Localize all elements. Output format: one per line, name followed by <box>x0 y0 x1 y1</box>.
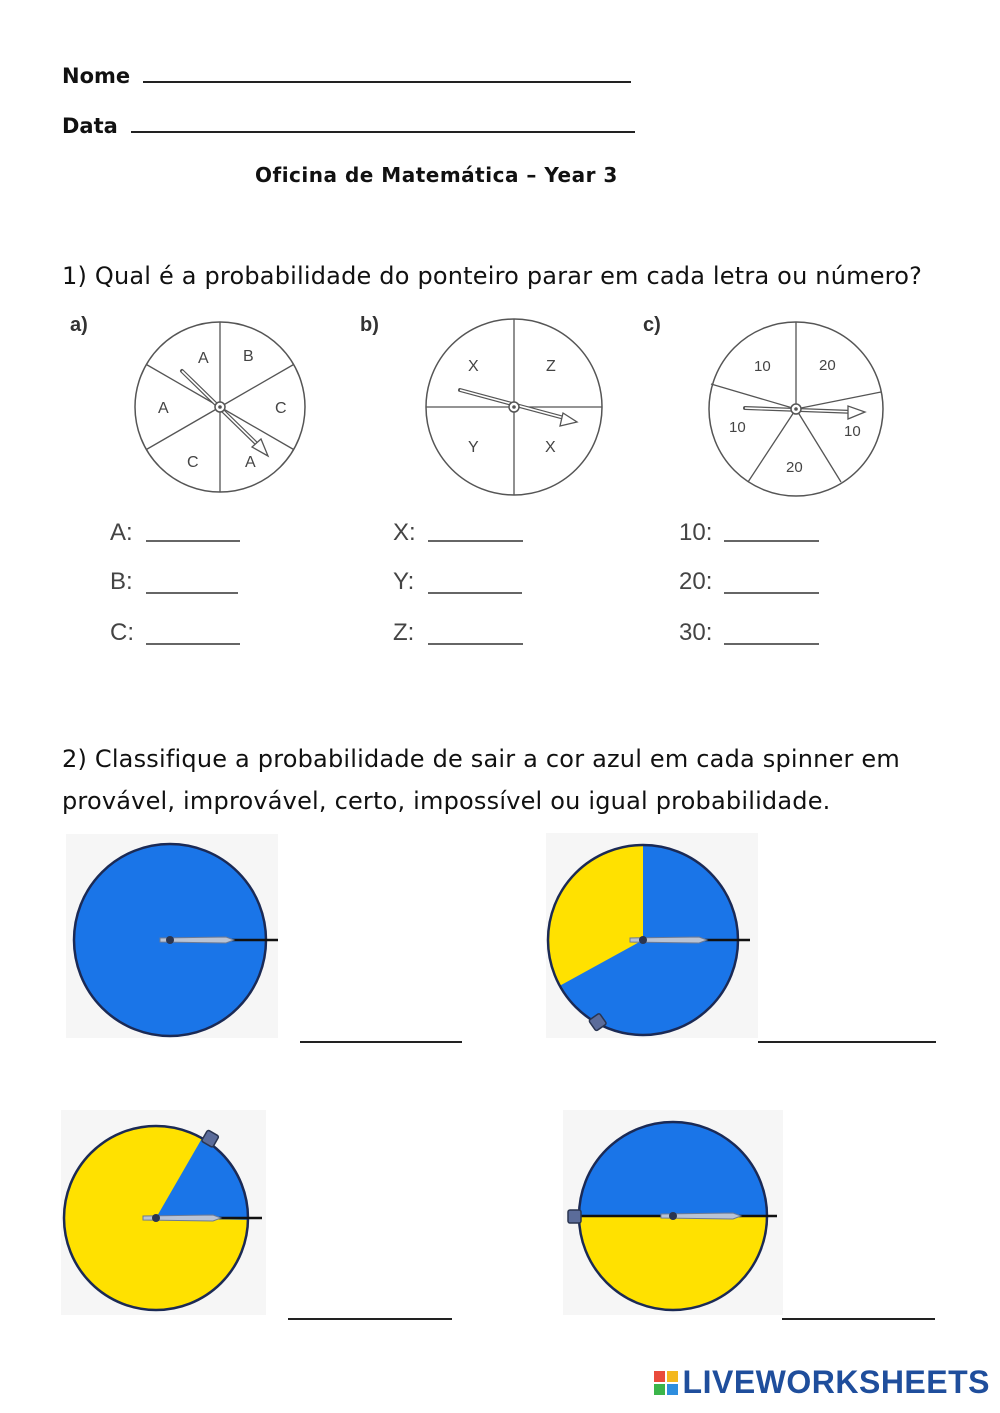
spinner-c-sector-4: 20 <box>786 459 803 476</box>
worksheet-title: Oficina de Matemática – Year 3 <box>255 163 618 187</box>
answer-c-30-label: 30: <box>679 619 713 646</box>
liveworksheets-logo[interactable] <box>653 1364 990 1401</box>
spinner-c-sector-5: 10 <box>729 419 746 436</box>
spinner-c-label: c) <box>643 314 661 336</box>
color-spinner-2 <box>546 833 758 1038</box>
color-spinner-4-wheel <box>568 1122 777 1310</box>
name-field-line[interactable] <box>143 80 631 83</box>
spinner-b-sector-3: X <box>545 439 556 456</box>
answer-c-10-label: 10: <box>679 519 713 546</box>
color-spinner-3 <box>61 1110 266 1315</box>
spinner-b-label: b) <box>360 314 379 336</box>
liveworksheets-logo-icon <box>653 1370 679 1396</box>
color-spinner-1 <box>66 834 278 1038</box>
color-spinner-4-panel <box>563 1110 783 1315</box>
color-spinner-1-panel <box>66 834 278 1038</box>
answer-a-A-label: A: <box>110 519 133 546</box>
answer-a-B-label: B: <box>110 568 133 595</box>
name-row <box>62 64 631 88</box>
answer-b-Y-label: Y: <box>393 568 415 595</box>
answer-b-Y-input[interactable] <box>428 592 522 594</box>
spinner-c-sector-1: 10 <box>754 358 771 375</box>
spinner-a-sector-5: C <box>187 454 199 471</box>
answer-c-10-input[interactable] <box>724 540 819 542</box>
spinner-a-label: a) <box>70 314 88 336</box>
answer-c-30-input[interactable] <box>724 643 819 645</box>
color-spinner-1-answer-line[interactable] <box>300 1041 462 1043</box>
answer-a-B-input[interactable] <box>146 592 238 594</box>
spinner-a-sector-4: A <box>245 454 256 471</box>
spinner-a <box>130 315 310 505</box>
spinner-a-diagram <box>135 322 305 492</box>
spinner-a-sector-2: B <box>243 348 254 365</box>
spinner-a-sector-6: A <box>158 400 169 417</box>
answer-a-C-label: C: <box>110 619 134 646</box>
date-field-line[interactable] <box>131 130 635 133</box>
color-spinner-4-answer-line[interactable] <box>782 1318 935 1320</box>
spinner-b-sector-1: X <box>468 358 479 375</box>
spinner-c <box>705 318 885 503</box>
date-row <box>62 114 635 138</box>
answer-a-C-input[interactable] <box>146 643 240 645</box>
spinner-c-diagram <box>709 322 883 496</box>
question-1-text: 1) Qual é a probabilidade do ponteiro parar em cada letra ou número? <box>62 262 923 290</box>
color-spinner-2-answer-line[interactable] <box>758 1041 936 1043</box>
spinner-b-sector-2: Z <box>546 358 556 375</box>
liveworksheets-logo-text: LIVEWORKSHEETS <box>682 1364 990 1400</box>
color-spinner-1-wheel <box>74 844 278 1036</box>
answer-b-Z-input[interactable] <box>428 643 523 645</box>
answer-a-A-input[interactable] <box>146 540 240 542</box>
spinner-c-sector-3: 10 <box>844 423 861 440</box>
color-spinner-4-blue <box>579 1122 767 1216</box>
name-label: Nome <box>62 64 131 88</box>
spinner-b <box>420 315 610 505</box>
answer-c-20-input[interactable] <box>724 592 819 594</box>
spinner-b-diagram <box>426 319 602 495</box>
answer-b-X-label: X: <box>393 519 416 546</box>
date-label: Data <box>62 114 118 138</box>
spinner-c-sector-2: 20 <box>819 357 836 374</box>
question-2-text-line-2: provável, improvável, certo, impossível ou igual probabilidade. <box>62 787 831 815</box>
answer-c-20-label: 20: <box>679 568 713 595</box>
spinner-a-sector-1: A <box>198 350 209 367</box>
color-spinner-3-wheel <box>64 1126 262 1310</box>
answer-b-X-input[interactable] <box>428 540 523 542</box>
color-spinner-2-wheel <box>548 845 750 1035</box>
answer-b-Z-label: Z: <box>393 619 415 646</box>
color-spinner-3-answer-line[interactable] <box>288 1318 452 1320</box>
question-2-text-line-1: 2) Classifique a probabilidade de sair a cor azul em cada spinner em <box>62 745 900 773</box>
spinner-b-sector-4: Y <box>468 439 479 456</box>
color-spinner-4 <box>563 1110 783 1315</box>
color-spinner-3-panel <box>61 1110 266 1315</box>
color-spinner-2-panel <box>546 833 758 1038</box>
spinner-a-sector-3: C <box>275 400 287 417</box>
